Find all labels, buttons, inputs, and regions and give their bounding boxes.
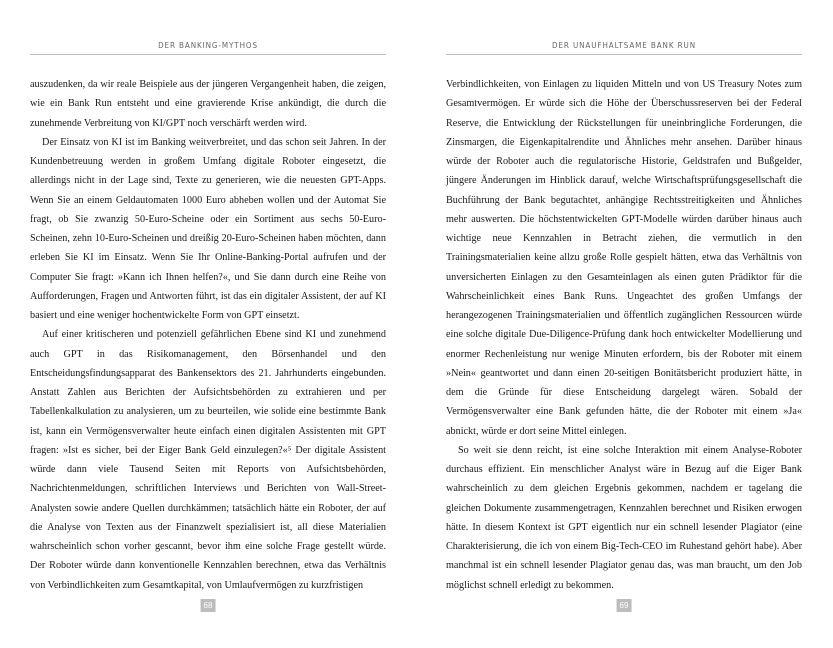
paragraph: Auf einer kritischeren und potenziell gefährlichen Ebene sind KI und zunehmend auch GPT in das Risikomanagement, den Börsenhandel und den Entscheidungsfindungsapparat des Bankensektors des 21. Jahrhunderts eingebunden. Anstatt Zahlen aus Berichten der Aufsichtsbehörden zu extrahieren und per Tabellenkalkulation zu analysieren, um zu beurteilen, wie solide eine bestimmte Bank ist, kann ein Vermögensverwalter heute einfach einen digitalen Assistenten mit GPT fragen: »Ist es sicher, bei der Eiger Bank Geld einzulegen?«⁵ Der digitale Assistent würde dann viele Tausend Seiten mit Reports von Aufsichtsbehörden, Nachrichtenmeldungen, schriftlichen Interviews und Berichten von Wall-Street-Analysten sowie andere Quellen durchkämmen; tatsächlich hätte ein Roboter, der auf die Analyse von Texten aus der Finanzwelt spezialisiert ist, all diese Materialien wahrscheinlich schon vorher gescannt, bevor ihm eine solche Frage gestellt würde. Der Roboter würde dann konventionelle Kennzahlen berechnen, etwa das Verhältnis von Verbindlichkeiten zum Gesamtkapital, von Umlaufvermögen zu kurzfristigen [30,329,386,591]
right-page-body [446,75,802,595]
left-page [30,0,386,648]
right-page [446,0,802,648]
paragraph: So weit sie denn reicht, ist eine solche Interaktion mit einem Analyse-Roboter durchaus effizient. Ein menschlicher Analyst wäre in Bezug auf die Eiger Bank wahrscheinlich zu dem gleichen Ergebnis gekommen, nachdem er tagelang die gleichen Dokumente zusammengetragen, Kennzahlen berechnet und Risiken erwogen hätte. In diesem Kontext ist GPT eigentlich nur ein schnell lesender Plagiator (eine Charakterisierung, die ich von einem Big-Tech-CEO im Ruhestand gehört habe). Aber manchmal ist ein schnell lesender Plagiator genau das, was man braucht, um den Job möglichst schnell erledigt zu bekommen. [446,444,802,591]
paragraph: auszudenken, da wir reale Beispiele aus der jüngeren Vergangenheit haben, die zeigen, wie ein Bank Run entsteht und eine gravierende Krise ankündigt, die durch die zunehmende Verbreitung von KI/GPT noch verschärft werden wird. [30,79,386,129]
paragraph: Der Einsatz von KI ist im Banking weitverbreitet, und das schon seit Jahren. In der Kundenbetreuung werden in großem Umfang digitale Roboter eingesetzt, die allerdings nicht in der Lage sind, Texte zu generieren, wie die neuesten GPT-Apps. Wenn Sie an einem Geldautomaten 1000 Euro abheben wollen und der Automat Sie fragt, ob Sie zwanzig 50-Euro-Scheine oder ein Sortiment aus sechs 50-Euro-Scheinen, zehn 10-Euro-Scheinen und dreißig 20-Euro-Scheinen haben möchten, dann erleben Sie KI im Einsatz. Wenn Sie Ihr Online-Banking-Portal aufrufen und der Computer Sie fragt: »Kann ich Ihnen helfen?«, und Sie dann durch eine Reihe von Aufforderungen, Fragen und Antworten führt, ist das ein digitaler Assistent, der auf KI basiert und eine weniger hochentwickelte Form von GPT einsetzt. [30,136,386,321]
running-head-left: DER BANKING-MYTHOS [30,40,386,55]
page-number-right: 69 [617,599,632,612]
paragraph: Verbindlichkeiten, von Einlagen zu liquiden Mitteln und von US Treasury Notes zum Gesamtvermögen. Er würde sich die Höhe der Überschussreserven bei der Federal Reserve, die Entwicklung der Rückstellungen für uneinbringliche Forderungen, die Zinsmargen, die Eigenkapitalrendite und Ähnliches mehr ansehen. Darüber hinaus würde der Roboter auch die regulatorische Historie, Geldstrafen und Bußgelder, jüngere Änderungen im Hinblick darauf, welche Wirtschaftsprüfungsgesellschaft die Buchführung der Bank begutachtet, anhängige Rechtsstreitigkeiten und Ähnliches mehr auswerten. Die höchstentwickelten GPT-Modelle würden darüber hinaus auch wichtige neue Kennzahlen in Betracht ziehen, die vermutlich in den Trainingsmaterialien keine allzu große Rolle gespielt hätten, etwa das Verhältnis von unversicherten Einlagen zu den Gesamteinlagen als einen guten Prädiktor für die Wahrscheinlichkeit eines Bank Runs. Ungeachtet des großen Umfangs der herangezogenen Trainingsmaterialien und öffentlich zugänglichen Ressourcen würde eine solche digitale Due-Diligence-Prüfung dank hoch entwickelter Modellierung und enormer Rechenleistung nur wenige Minuten erfordern, bis der Roboter mit einem »Nein« geantwortet und dann einen 20-seitigen Bonitätsbericht produziert hätte, in dem die Gründe für diese Entscheidung dargelegt wären. Sobald der Vermögensverwalter eine Bank gefunden hätte, die der Roboter mit einem »Ja« abnickt, würde er dort seine Mittel einlegen. [446,79,802,437]
page-number-left: 68 [201,599,216,612]
running-head-right: DER UNAUFHALTSAME BANK RUN [446,40,802,55]
left-page-body [30,75,386,595]
